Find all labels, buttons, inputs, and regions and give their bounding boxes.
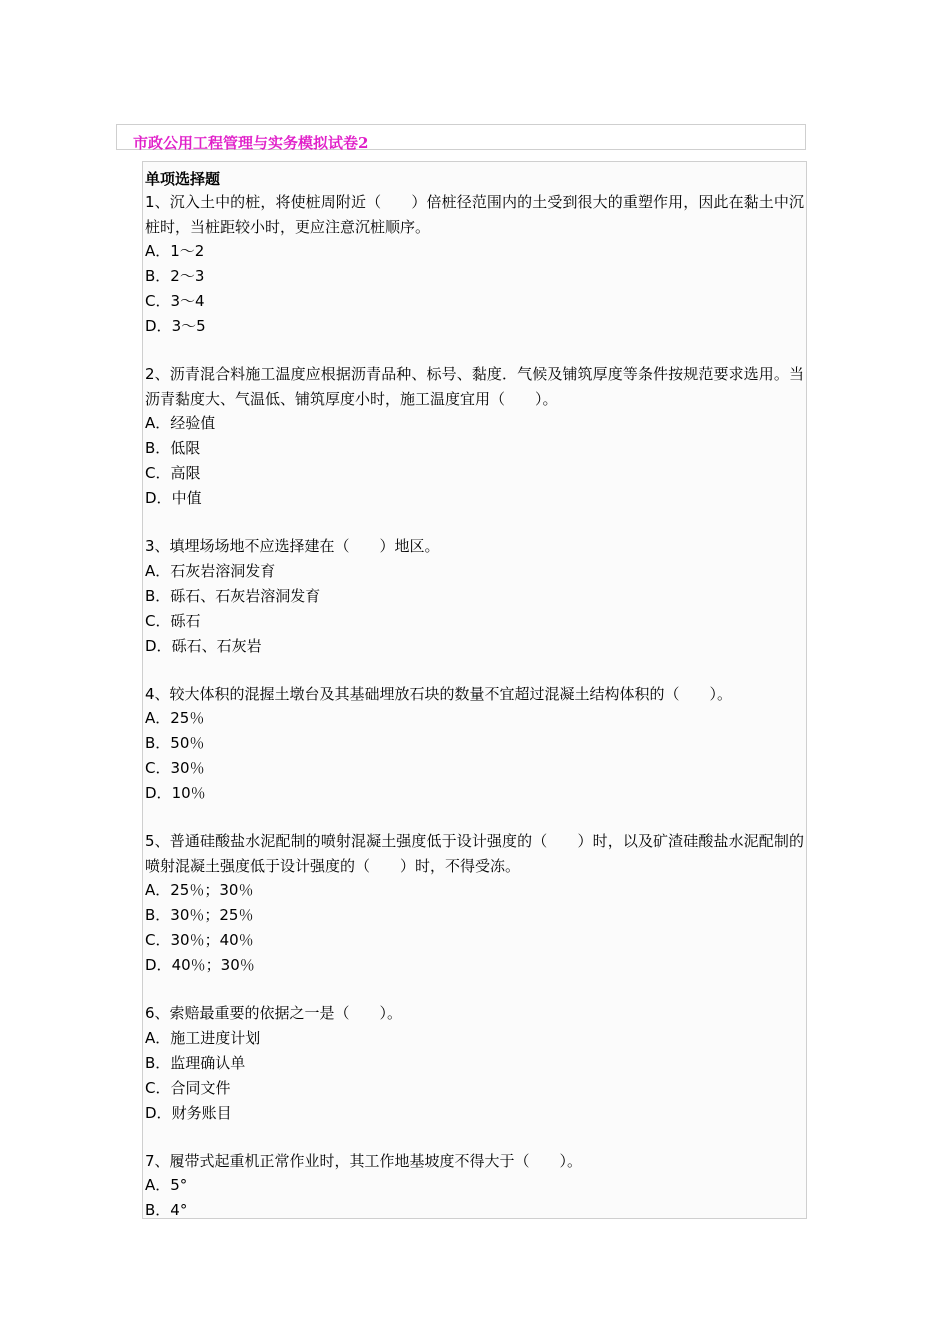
option-letter: D．	[145, 317, 172, 335]
option-c	[145, 289, 806, 314]
question-text	[145, 534, 806, 559]
option-d	[145, 953, 806, 978]
option-letter: B．	[145, 1201, 171, 1219]
option-b	[145, 436, 806, 461]
option-text: 50％	[170, 734, 205, 752]
question-panel	[142, 161, 807, 1219]
option-text: 高限	[170, 464, 201, 482]
option-text: 石灰岩溶洞发育	[170, 561, 276, 580]
question-number: 2	[145, 365, 155, 383]
option-c	[145, 1076, 806, 1101]
option-a	[145, 239, 806, 264]
exam-title: 市政公用工程管理与实务模拟试卷2	[133, 134, 369, 152]
option-letter: D．	[145, 636, 172, 655]
question-list	[143, 162, 806, 1219]
option-text: 3～5	[171, 317, 206, 335]
option-text: 监理确认单	[170, 1053, 246, 1072]
option-a	[145, 559, 806, 584]
option-b	[145, 1198, 806, 1219]
option-b	[145, 584, 806, 609]
question-text	[145, 829, 806, 878]
option-letter: A．	[145, 414, 171, 432]
question-number: 5	[145, 832, 155, 850]
option-a	[145, 1026, 806, 1051]
option-letter: B．	[145, 734, 171, 752]
option-letter: A．	[145, 1176, 171, 1194]
option-text: 砾石、石灰岩溶洞发育	[170, 586, 321, 605]
option-d	[145, 634, 806, 659]
question-text	[145, 682, 806, 707]
option-c	[145, 928, 806, 953]
option-letter: B．	[145, 267, 171, 285]
option-d	[145, 781, 806, 806]
question-stem: 、索赔最重要的依据之一是（ ）。	[154, 1004, 403, 1022]
question-7	[145, 1149, 806, 1220]
option-a	[145, 706, 806, 731]
option-text: 1～2	[170, 242, 205, 260]
option-text: 4°	[170, 1201, 188, 1219]
option-c	[145, 609, 806, 634]
option-letter: C．	[145, 292, 171, 310]
question-6	[145, 1001, 806, 1126]
section-heading: 单项选择题	[145, 170, 221, 188]
option-letter: A．	[145, 709, 171, 727]
option-d	[145, 486, 806, 511]
question-stem: 、沥青混合料施工温度应根据沥青品种、标号、黏度．气候及铺筑厚度等条件按规范要求选用。当沥青黏度大、气温低、铺筑厚度小时，施工温度宜用（ ）。	[145, 365, 804, 408]
option-text: 2～3	[170, 267, 205, 285]
question-1	[145, 190, 806, 339]
option-letter: C．	[145, 1078, 171, 1097]
question-stem: 、填埋场场地不应选择建在（ ）地区。	[154, 537, 440, 555]
option-text: 低限	[170, 439, 201, 457]
question-3	[145, 534, 806, 659]
question-text	[145, 190, 806, 239]
option-letter: C．	[145, 931, 171, 949]
question-5	[145, 829, 806, 978]
question-stem: 、履带式起重机正常作业时，其工作地基坡度不得大于（ ）。	[154, 1151, 583, 1170]
option-text: 3～4	[170, 292, 205, 310]
question-4	[145, 682, 806, 807]
question-number: 7	[145, 1151, 155, 1170]
question-number: 3	[145, 537, 155, 555]
option-letter: B．	[145, 906, 171, 924]
exam-title-box	[116, 124, 806, 150]
option-text: 砾石、石灰岩	[171, 636, 262, 655]
option-letter: D．	[145, 784, 172, 802]
option-text: 30％	[170, 759, 205, 777]
option-b	[145, 264, 806, 289]
option-c	[145, 756, 806, 781]
question-text	[145, 362, 806, 411]
option-letter: D．	[145, 956, 172, 974]
option-letter: A．	[145, 242, 171, 260]
question-number: 6	[145, 1004, 155, 1022]
option-letter: B．	[145, 586, 171, 605]
option-c	[145, 461, 806, 486]
option-text: 30％；40％	[170, 931, 254, 949]
option-letter: D．	[145, 489, 172, 507]
option-b	[145, 731, 806, 756]
option-text: 财务账目	[171, 1103, 232, 1122]
option-letter: B．	[145, 1053, 171, 1072]
question-stem: 、较大体积的混握土墩台及其基础埋放石块的数量不宜超过混凝土结构体积的（ ）。	[154, 684, 733, 703]
option-letter: A．	[145, 1028, 171, 1047]
option-text: 砾石	[170, 611, 201, 630]
option-letter: A．	[145, 881, 171, 899]
question-number: 4	[145, 684, 155, 703]
option-d	[145, 1101, 806, 1126]
option-text: 25％；30％	[170, 881, 254, 899]
option-text: 40％；30％	[171, 956, 255, 974]
option-b	[145, 1051, 806, 1076]
option-letter: A．	[145, 561, 171, 580]
option-text: 经验值	[170, 414, 216, 432]
option-text: 中值	[171, 489, 202, 507]
option-text: 10％	[171, 784, 206, 802]
question-text	[145, 1149, 806, 1174]
option-a	[145, 1173, 806, 1198]
question-text	[145, 1001, 806, 1026]
question-stem: 、沉入土中的桩，将使桩周附近（ ）倍桩径范围内的土受到很大的重塑作用，因此在黏土中沉桩时，当桩距较小时，更应注意沉桩顺序。	[145, 193, 804, 236]
option-letter: C．	[145, 464, 171, 482]
question-number: 1	[145, 193, 155, 211]
option-letter: C．	[145, 611, 171, 630]
option-b	[145, 903, 806, 928]
question-stem: 、普通硅酸盐水泥配制的喷射混凝土强度低于设计强度的（ ）时，以及矿渣硅酸盐水泥配制的喷射混凝土强度低于设计强度的（ ）时，不得受冻。	[145, 832, 804, 875]
option-a	[145, 878, 806, 903]
option-text: 30％；25％	[170, 906, 254, 924]
option-letter: B．	[145, 439, 171, 457]
option-text: 施工进度计划	[170, 1028, 261, 1047]
option-d	[145, 314, 806, 339]
option-letter: D．	[145, 1103, 172, 1122]
option-text: 合同文件	[170, 1078, 231, 1097]
option-a	[145, 411, 806, 436]
option-text: 25％	[170, 709, 205, 727]
option-letter: C．	[145, 759, 171, 777]
question-2	[145, 362, 806, 511]
option-text: 5°	[170, 1176, 188, 1194]
